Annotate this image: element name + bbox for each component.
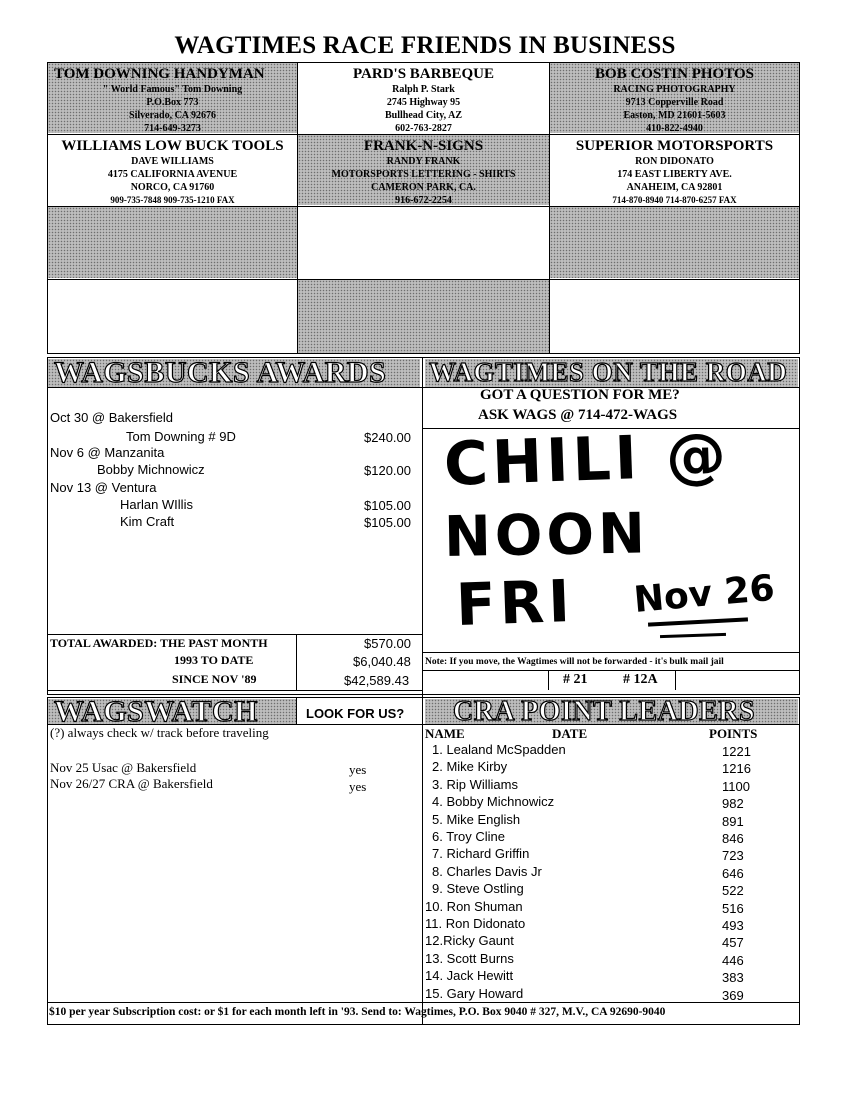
leader-name: 6. Troy Cline: [432, 829, 505, 844]
leader-points: 446: [722, 952, 744, 968]
leader-points: 1216: [722, 761, 751, 777]
leader-points: 516: [722, 900, 744, 916]
road-divider: [422, 670, 800, 671]
total-label: 1993 TO DATE: [174, 653, 254, 667]
handwritten-note: NOON: [443, 501, 650, 570]
leader-points: 1221: [722, 744, 751, 759]
subscription-footer: $10 per year Subscription cost: or $1 for each month left in '93. Send to: Wagtimes, P.O. Box 9040 # 327, M.V., CA 92690-9040: [49, 1006, 666, 1018]
leader-points: 646: [722, 865, 744, 881]
issue-divider: [675, 670, 676, 690]
business-card: BOB COSTIN PHOTOS RACING PHOTOGRAPHY 9713 Copperville Road Easton, MD 21601-5603 410-822-4940: [550, 63, 799, 135]
wagswatch-heading: WAGSWATCH: [48, 699, 296, 724]
award-row: Kim Craft: [120, 514, 175, 529]
watch-answer: yes: [349, 762, 367, 777]
footer-divider: [47, 1002, 800, 1003]
leader-points: 493: [722, 918, 744, 933]
col-points: POINTS: [709, 726, 758, 741]
leader-name: 3. Rip Williams: [432, 776, 518, 792]
wagswatch-divider: [296, 697, 297, 725]
totals-divider: [47, 690, 422, 691]
leader-points: 891: [722, 813, 744, 829]
award-row: Tom Downing # 9D: [126, 429, 236, 444]
grid-cell-shaded: [550, 207, 799, 278]
leader-points: 522: [722, 883, 744, 899]
issue-number: # 21: [563, 672, 588, 687]
wagsbucks-heading: WAGSBUCKS AWARDS: [48, 359, 420, 387]
total-amount: $6,040.48: [353, 654, 411, 669]
total-label: SINCE NOV '89: [172, 672, 257, 686]
road-phone: ASK WAGS @ 714-472-WAGS: [478, 407, 678, 423]
page-title: WAGTIMES RACE FRIENDS IN BUSINESS: [174, 32, 676, 59]
award-row: Nov 6 @ Manzanita: [50, 445, 165, 460]
watch-answer: yes: [349, 779, 367, 794]
award-row: Harlan WIllis: [120, 497, 193, 512]
grid-divider: [47, 279, 800, 280]
leader-name: 14. Jack Hewitt: [425, 968, 514, 984]
award-amount: $240.00: [364, 430, 411, 445]
total-label: TOTAL AWARDED: THE PAST MONTH: [50, 636, 268, 650]
handwritten-note: FRI: [454, 566, 575, 639]
leader-points: 457: [722, 935, 744, 951]
col-name: NAME: [425, 726, 465, 741]
leader-name: 8. Charles Davis Jr: [432, 863, 542, 879]
totals-divider: [47, 634, 422, 635]
award-amount: $105.00: [364, 515, 411, 530]
watch-event: Nov 26/27 CRA @ Bakersfield: [50, 776, 213, 791]
handwritten-note: CHILI @: [442, 420, 732, 500]
business-card: TOM DOWNING HANDYMAN " World Famous" Tom Downing P.O.Box 773 Silverado, CA 92676 714-649-3273: [48, 63, 297, 135]
leader-points: 846: [722, 831, 744, 846]
grid-cell-shaded: [48, 207, 297, 278]
road-divider: [422, 652, 800, 653]
leader-name: 13. Scott Burns: [425, 950, 514, 966]
business-card: PARD'S BARBEQUE Ralph P. Stark 2745 Highway 95 Bullhead City, AZ 602-763-2827: [298, 63, 549, 135]
bottom-section: [47, 697, 800, 1025]
handwritten-note: Nov 26: [632, 567, 777, 621]
award-amount: $120.00: [364, 463, 411, 478]
leader-points: 383: [722, 970, 744, 986]
totals-divider: [296, 634, 297, 690]
award-row: Oct 30 @ Bakersfield: [50, 410, 174, 425]
leader-name: 4. Bobby Michnowicz: [432, 794, 555, 810]
wagswatch-note: (?) always check w/ track before traveling: [50, 725, 269, 740]
road-mail-note: Note: If you move, the Wagtimes will not be forwarded - it's bulk mail jail: [425, 657, 724, 667]
business-name: PARD'S BARBEQUE: [353, 66, 494, 82]
award-amount: $105.00: [364, 498, 411, 513]
leader-name: 12.Ricky Gaunt: [425, 933, 514, 949]
band-underline: [47, 387, 422, 388]
award-row: Bobby Michnowicz: [97, 462, 205, 477]
band-underline: [422, 724, 800, 725]
business-name: TOM DOWNING HANDYMAN: [54, 66, 265, 82]
issue-divider: [548, 670, 549, 690]
business-name: SUPERIOR MOTORSPORTS: [575, 138, 774, 154]
business-card: FRANK-N-SIGNS RANDY FRANK MOTORSPORTS LETTERING - SHIRTS CAMERON PARK, CA. 916-672-2254: [298, 135, 549, 207]
issue-number: # 12A: [623, 672, 658, 687]
leader-name: 15. Gary Howard: [425, 985, 524, 1001]
road-heading: WAGTIMES ON THE ROAD: [425, 359, 798, 387]
leader-points: 1100: [722, 778, 750, 794]
leader-points: 982: [722, 796, 744, 812]
business-card: WILLIAMS LOW BUCK TOOLS DAVE WILLIAMS 4175 CALIFORNIA AVENUE NORCO, CA 91760 909-735-7848 909-735-1210 FAX: [48, 135, 297, 207]
business-name: BOB COSTIN PHOTOS: [595, 66, 754, 82]
business-card: SUPERIOR MOTORSPORTS RON DIDONATO 174 EAST LIBERTY AVE. ANAHEIM, CA 92801 714-870-8940 714-870-6257 FAX: [550, 135, 799, 207]
total-amount: $42,589.43: [344, 673, 410, 688]
look-for-us: LOOK FOR US?: [306, 706, 405, 721]
leader-name: 7. Richard Griffin: [432, 846, 530, 862]
col-date: DATE: [552, 726, 588, 741]
leader-name: 2. Mike Kirby: [432, 759, 508, 775]
business-name: WILLIAMS LOW BUCK TOOLS: [61, 138, 284, 154]
road-question: GOT A QUESTION FOR ME?: [480, 387, 680, 403]
leader-name: 9. Steve Ostling: [432, 881, 524, 897]
award-row: Nov 13 @ Ventura: [50, 480, 157, 495]
watch-event: Nov 25 Usac @ Bakersfield: [50, 760, 197, 775]
grid-cell-shaded: [298, 280, 549, 353]
leader-points: 369: [722, 987, 744, 1003]
leader-name: 11. Ron Didonato: [425, 916, 526, 931]
leader-name: 10. Ron Shuman: [425, 898, 523, 914]
leader-name: 5. Mike English: [432, 811, 521, 827]
leader-points: 723: [722, 848, 744, 864]
cra-heading: CRA POINT LEADERS: [425, 699, 798, 724]
business-name: FRANK-N-SIGNS: [363, 138, 484, 154]
total-amount: $570.00: [364, 636, 411, 651]
leader-name: 1. Lealand McSpadden: [432, 742, 566, 757]
